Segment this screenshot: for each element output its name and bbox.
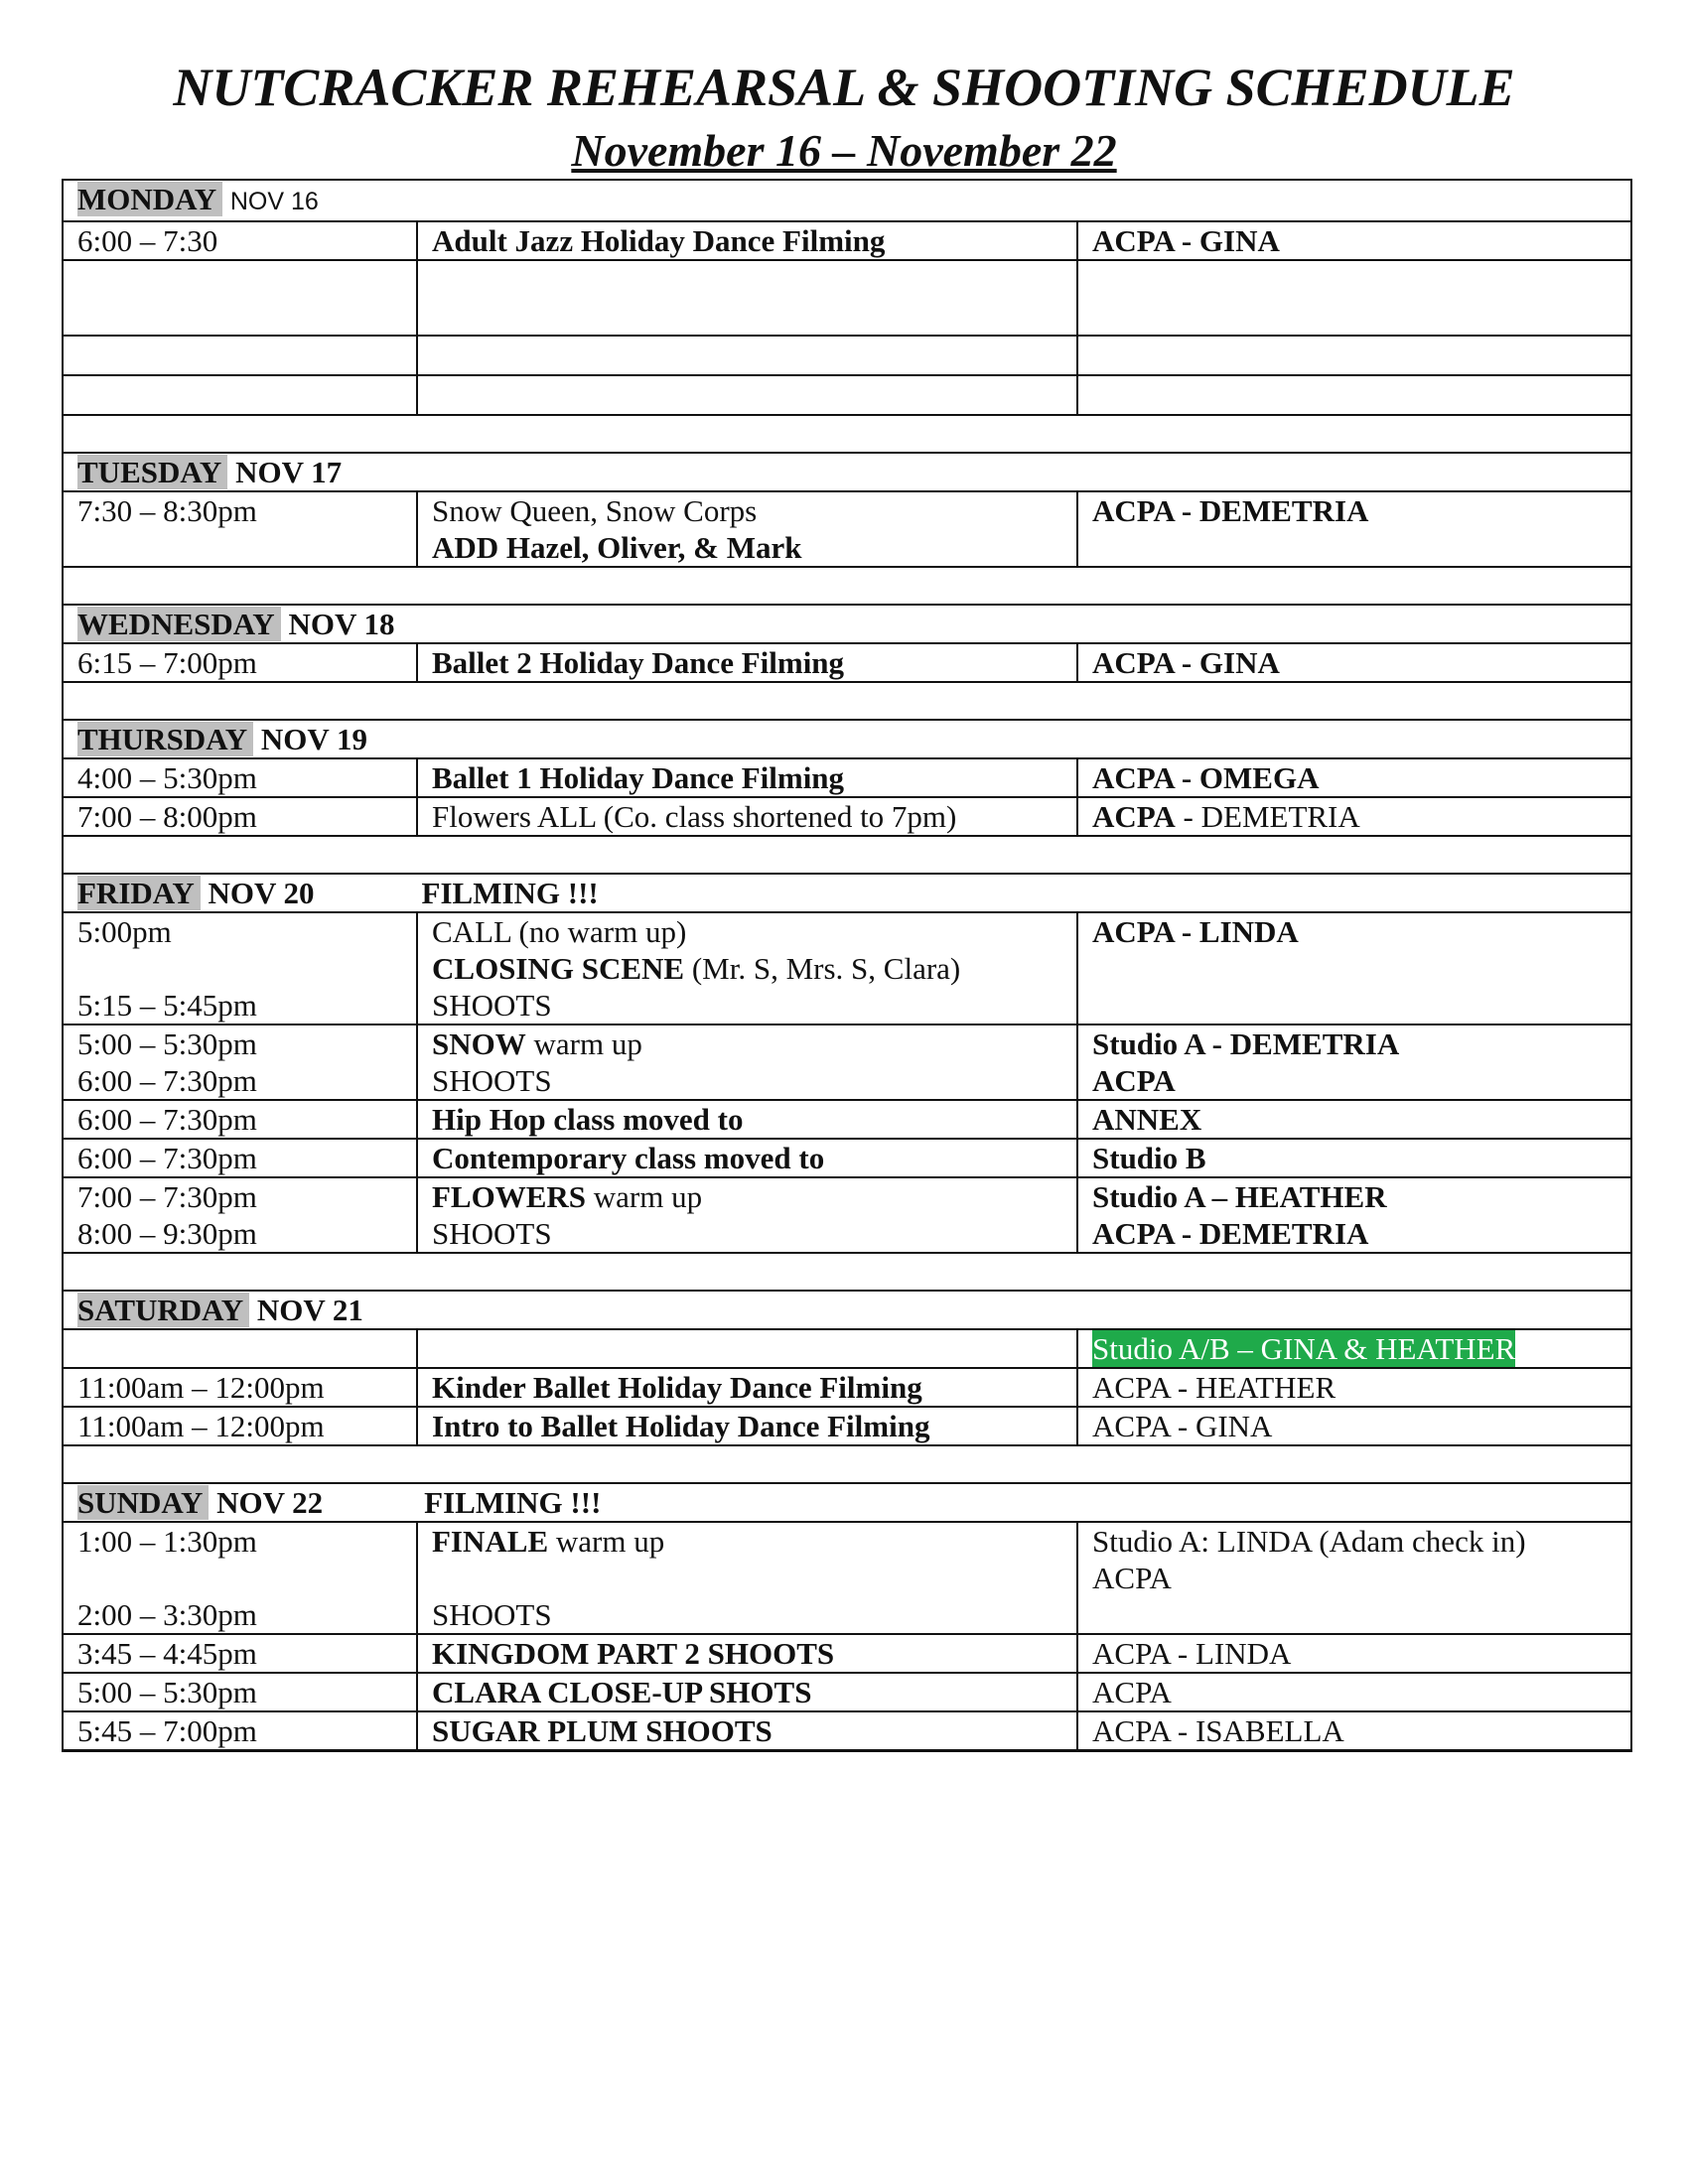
schedule-table <box>62 179 1632 1752</box>
time-line: 1:00 – 1:30pm <box>77 1524 257 1559</box>
highlighted-location: Studio A/B – GINA & HEATHER <box>1092 1331 1516 1366</box>
activity-bold: FINALE <box>432 1524 549 1559</box>
activity-line: SHOOTS <box>432 988 552 1023</box>
activity-line <box>432 950 1062 987</box>
table-row <box>63 1024 1631 1100</box>
time-cell <box>63 1522 417 1634</box>
table-row <box>63 1522 1631 1634</box>
empty-row <box>63 260 1631 336</box>
location-cell: Studio B <box>1077 1139 1631 1177</box>
table-row <box>63 1177 1631 1253</box>
table-row <box>63 1329 1631 1368</box>
time-line: 5:15 – 5:45pm <box>77 988 257 1023</box>
time-cell: 11:00am – 12:00pm <box>63 1407 417 1445</box>
table-row <box>63 758 1631 797</box>
location-cell <box>1077 1522 1631 1634</box>
activity-line <box>432 1523 1062 1560</box>
document-title: NUTCRACKER REHEARSAL & SHOOTING SCHEDULE <box>173 58 1515 117</box>
table-row <box>63 1139 1631 1177</box>
activity-line <box>432 1178 1062 1215</box>
table-row <box>63 491 1631 567</box>
day-name: WEDNESDAY <box>77 607 281 641</box>
location-cell <box>1077 1177 1631 1253</box>
location-cell: ACPA - OMEGA <box>1077 758 1631 797</box>
spacer-row <box>63 415 1631 453</box>
table-row <box>63 643 1631 682</box>
empty-row <box>63 336 1631 375</box>
location-cell: ACPA - LINDA <box>1077 912 1631 1024</box>
filming-note: FILMING !!! <box>421 876 599 910</box>
activity-line: SHOOTS <box>432 1216 552 1251</box>
location-cell <box>1077 1024 1631 1100</box>
activity-cell: Contemporary class moved to <box>417 1139 1077 1177</box>
location-line: ACPA <box>1092 1561 1172 1595</box>
location-line: ACPA <box>1092 1063 1176 1098</box>
location-cell <box>1077 1329 1631 1368</box>
activity-cell <box>417 1329 1077 1368</box>
location-rest: - DEMETRIA <box>1175 799 1360 834</box>
activity-line: SHOOTS <box>432 1063 552 1098</box>
time-cell <box>63 912 417 1024</box>
time-cell: 7:30 – 8:30pm <box>63 491 417 567</box>
table-row <box>63 797 1631 836</box>
time-cell <box>63 1024 417 1100</box>
day-name: SUNDAY <box>77 1485 209 1520</box>
day-date: NOV 16 <box>229 188 319 215</box>
day-date: NOV 20 <box>208 876 315 910</box>
time-cell: 6:00 – 7:30pm <box>63 1139 417 1177</box>
location-line: Studio A – HEATHER <box>1092 1179 1387 1214</box>
location-cell: ACPA - LINDA <box>1077 1634 1631 1673</box>
location-cell: ACPA - GINA <box>1077 1407 1631 1445</box>
spacer-row <box>63 1445 1631 1483</box>
activity-cell: Ballet 2 Holiday Dance Filming <box>417 643 1077 682</box>
activity-bold: CLOSING SCENE <box>432 951 685 986</box>
location-bold: ACPA <box>1092 799 1176 834</box>
document-subtitle: November 16 – November 22 <box>571 125 1117 176</box>
day-header-wednesday <box>63 605 1631 643</box>
activity-cell <box>417 1522 1077 1634</box>
activity-cell <box>417 1024 1077 1100</box>
day-name: FRIDAY <box>77 876 201 910</box>
day-name: THURSDAY <box>77 722 253 756</box>
activity-cell: KINGDOM PART 2 SHOOTS <box>417 1634 1077 1673</box>
table-row <box>63 1673 1631 1711</box>
time-cell: 5:00 – 5:30pm <box>63 1673 417 1711</box>
blank-line <box>432 1560 1062 1596</box>
day-name: SATURDAY <box>77 1293 249 1327</box>
table-row <box>63 1100 1631 1139</box>
table-row <box>63 1634 1631 1673</box>
day-header-saturday <box>63 1291 1631 1329</box>
spacer-row <box>63 836 1631 874</box>
activity-cell: Ballet 1 Holiday Dance Filming <box>417 758 1077 797</box>
activity-cell <box>417 1177 1077 1253</box>
spacer-row <box>63 1253 1631 1291</box>
activity-line <box>432 1025 1062 1062</box>
time-cell <box>63 1329 417 1368</box>
activity-cell: Flowers ALL (Co. class shortened to 7pm) <box>417 797 1077 836</box>
time-line: 7:00 – 7:30pm <box>77 1179 257 1214</box>
time-cell: 6:00 – 7:30pm <box>63 1100 417 1139</box>
activity-cell: SUGAR PLUM SHOOTS <box>417 1711 1077 1751</box>
location-cell: ACPA - GINA <box>1077 221 1631 260</box>
activity-rest: (Mr. S, Mrs. S, Clara) <box>684 951 961 986</box>
activity-cell <box>417 491 1077 567</box>
activity-cell <box>417 912 1077 1024</box>
day-date: NOV 17 <box>235 455 343 489</box>
day-header-monday <box>63 180 1631 221</box>
spacer-row <box>63 682 1631 720</box>
time-cell <box>63 1177 417 1253</box>
day-date: NOV 19 <box>260 722 367 756</box>
time-line: 2:00 – 3:30pm <box>77 1597 257 1632</box>
activity-bold: SNOW <box>432 1026 526 1061</box>
time-cell: 6:15 – 7:00pm <box>63 643 417 682</box>
day-name: MONDAY <box>77 182 222 216</box>
time-cell: 3:45 – 4:45pm <box>63 1634 417 1673</box>
activity-cell: CLARA CLOSE-UP SHOTS <box>417 1673 1077 1711</box>
time-line: 5:00 – 5:30pm <box>77 1026 257 1061</box>
activity-line: Snow Queen, Snow Corps <box>432 493 758 528</box>
spacer-row <box>63 567 1631 605</box>
empty-row <box>63 375 1631 415</box>
day-date: NOV 21 <box>256 1293 363 1327</box>
table-row <box>63 1711 1631 1751</box>
activity-rest: warm up <box>548 1524 665 1559</box>
table-row <box>63 221 1631 260</box>
activity-rest: warm up <box>586 1179 703 1214</box>
location-cell: ANNEX <box>1077 1100 1631 1139</box>
time-line: 8:00 – 9:30pm <box>77 1216 257 1251</box>
time-line: 6:00 – 7:30pm <box>77 1063 257 1098</box>
table-row <box>63 1368 1631 1407</box>
day-header-sunday <box>63 1483 1631 1522</box>
location-cell: ACPA - ISABELLA <box>1077 1711 1631 1751</box>
table-row <box>63 1407 1631 1445</box>
day-header-friday <box>63 874 1631 912</box>
filming-note: FILMING !!! <box>424 1485 602 1520</box>
day-name: TUESDAY <box>77 455 227 489</box>
activity-bold: FLOWERS <box>432 1179 587 1214</box>
activity-cell: Intro to Ballet Holiday Dance Filming <box>417 1407 1077 1445</box>
time-cell: 6:00 – 7:30 <box>63 221 417 260</box>
activity-cell: Hip Hop class moved to <box>417 1100 1077 1139</box>
location-cell: ACPA <box>1077 1673 1631 1711</box>
activity-line: ADD Hazel, Oliver, & Mark <box>432 530 802 565</box>
location-cell <box>1077 797 1631 836</box>
time-cell: 7:00 – 8:00pm <box>63 797 417 836</box>
location-line: Studio A - DEMETRIA <box>1092 1026 1400 1061</box>
location-cell: ACPA - DEMETRIA <box>1077 491 1631 567</box>
day-date: NOV 22 <box>216 1485 324 1520</box>
time-cell: 4:00 – 5:30pm <box>63 758 417 797</box>
blank-line <box>77 1560 402 1596</box>
location-cell: ACPA - GINA <box>1077 643 1631 682</box>
blank-line <box>77 950 402 987</box>
activity-rest: warm up <box>525 1026 642 1061</box>
activity-cell: Adult Jazz Holiday Dance Filming <box>417 221 1077 260</box>
time-cell: 5:45 – 7:00pm <box>63 1711 417 1751</box>
activity-line: SHOOTS <box>432 1597 552 1632</box>
activity-line: CALL (no warm up) <box>432 914 687 949</box>
table-row <box>63 912 1631 1024</box>
day-date: NOV 18 <box>288 607 395 641</box>
day-header-tuesday <box>63 453 1631 491</box>
activity-cell: Kinder Ballet Holiday Dance Filming <box>417 1368 1077 1407</box>
time-line: 5:00pm <box>77 914 172 949</box>
location-cell: ACPA - HEATHER <box>1077 1368 1631 1407</box>
location-line: ACPA - DEMETRIA <box>1092 1216 1369 1251</box>
location-line: Studio A: LINDA (Adam check in) <box>1092 1524 1526 1559</box>
day-header-thursday <box>63 720 1631 758</box>
time-cell: 11:00am – 12:00pm <box>63 1368 417 1407</box>
